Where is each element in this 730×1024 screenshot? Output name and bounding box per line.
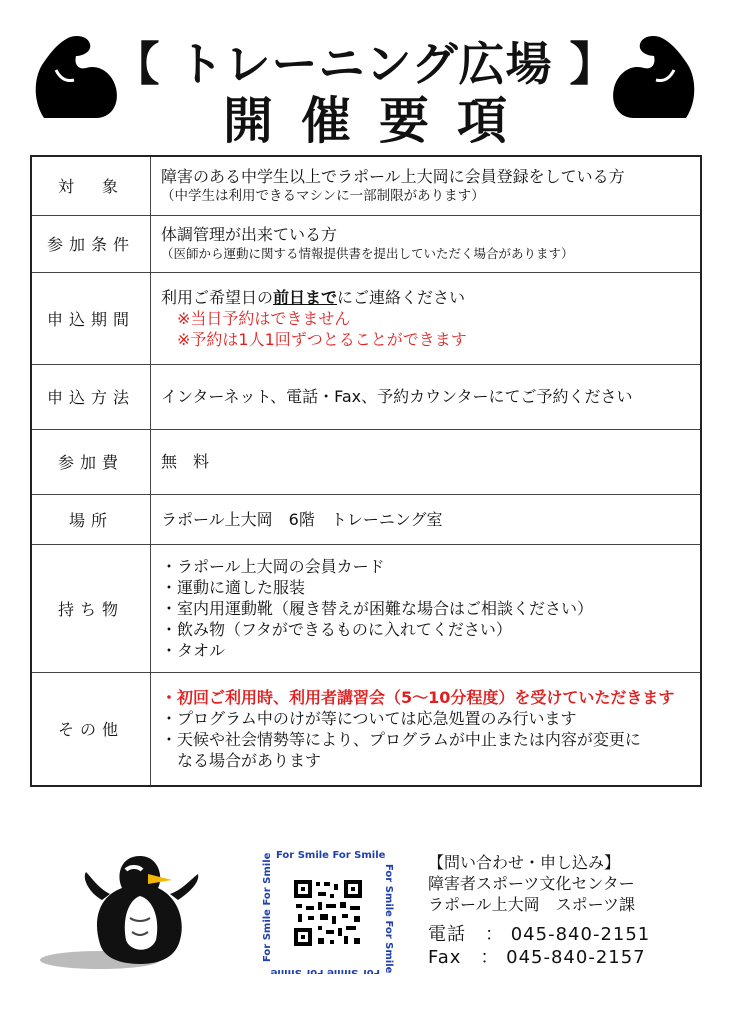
contact-dept: ラポール上大岡 スポーツ課	[428, 895, 636, 914]
table-row	[31, 364, 701, 429]
table-row	[31, 215, 701, 272]
phone-number[interactable]: 045-840-2151	[510, 924, 651, 945]
row-label: 参加費	[31, 429, 151, 494]
table-row	[31, 429, 701, 494]
qr-code-frame	[258, 846, 398, 974]
row-label: 対 象	[31, 156, 151, 215]
row-content: 利用ご希望日の前日までにご連絡ください ※当日予約はできません ※予約は1人1回ずつとることができます	[151, 272, 702, 364]
row-label: 持ち物	[31, 544, 151, 672]
table-row	[31, 494, 701, 544]
row-content: インターネット、電話・Fax、予約カウンターにてご予約ください	[151, 364, 702, 429]
table-row	[31, 672, 701, 786]
row-content: ・ラポール上大岡の会員カード ・運動に適した服装 ・室内用運動靴（履き替えが困難な場合はご相談ください） ・飲み物（フタができるものに入れてください） ・タオル	[151, 544, 702, 672]
svg-text:For Smile For Smile: For Smile For Smile	[276, 850, 386, 861]
contact-info	[428, 852, 650, 969]
table-row	[31, 544, 701, 672]
phone-line: 電話 ： 045-840-2151	[428, 924, 651, 945]
row-content: 体調管理が出来ている方 （医師から運動に関する情報提供書を提出していただく場合があります）	[151, 215, 702, 272]
qr-code-icon[interactable]	[258, 846, 398, 974]
row-label: 場所	[31, 494, 151, 544]
guidelines-table	[30, 155, 702, 787]
svg-text:For Smile For Smile: For Smile For Smile	[270, 967, 380, 974]
flexed-arm-icon	[30, 30, 120, 120]
row-label: 参加条件	[31, 215, 151, 272]
svg-text:For Smile For Smile: For Smile For Smile	[383, 864, 394, 974]
row-content: ラポール上大岡 6階 トレーニング室	[151, 494, 702, 544]
page-title: 【 トレーニング広場 】	[113, 37, 617, 91]
row-label: その他	[31, 672, 151, 786]
row-content: 障害のある中学生以上でラポール上大岡に会員登録をしている方 （中学生は利用できるマシンに一部制限があります）	[151, 156, 702, 215]
contact-heading: 【問い合わせ・申し込み】	[428, 853, 621, 872]
svg-text:For Smile For Smile: For Smile For Smile	[262, 852, 273, 962]
row-content: ・初回ご利用時、利用者講習会（5～10分程度）を受けていただきます ・プログラム中のけが等については応急処置のみ行います ・天候や社会情勢等により、プログラムが中止または内容が変更に なる場合があります	[151, 672, 702, 786]
fax-line: Fax ： 045-840-2157	[428, 947, 646, 968]
row-label: 申込方法	[31, 364, 151, 429]
fax-number: 045-840-2157	[506, 947, 646, 968]
header	[0, 0, 730, 150]
table-row	[31, 272, 701, 364]
table-row	[31, 156, 701, 215]
row-content: 無 料	[151, 429, 702, 494]
row-label: 申込期間	[31, 272, 151, 364]
emphasis-text: 前日まで	[273, 287, 338, 307]
penguin-mascot-icon	[30, 848, 230, 978]
flexed-arm-icon	[610, 30, 700, 120]
page-subtitle: 開催要項	[223, 92, 535, 150]
contact-org: 障害者スポーツ文化センター	[428, 874, 635, 893]
